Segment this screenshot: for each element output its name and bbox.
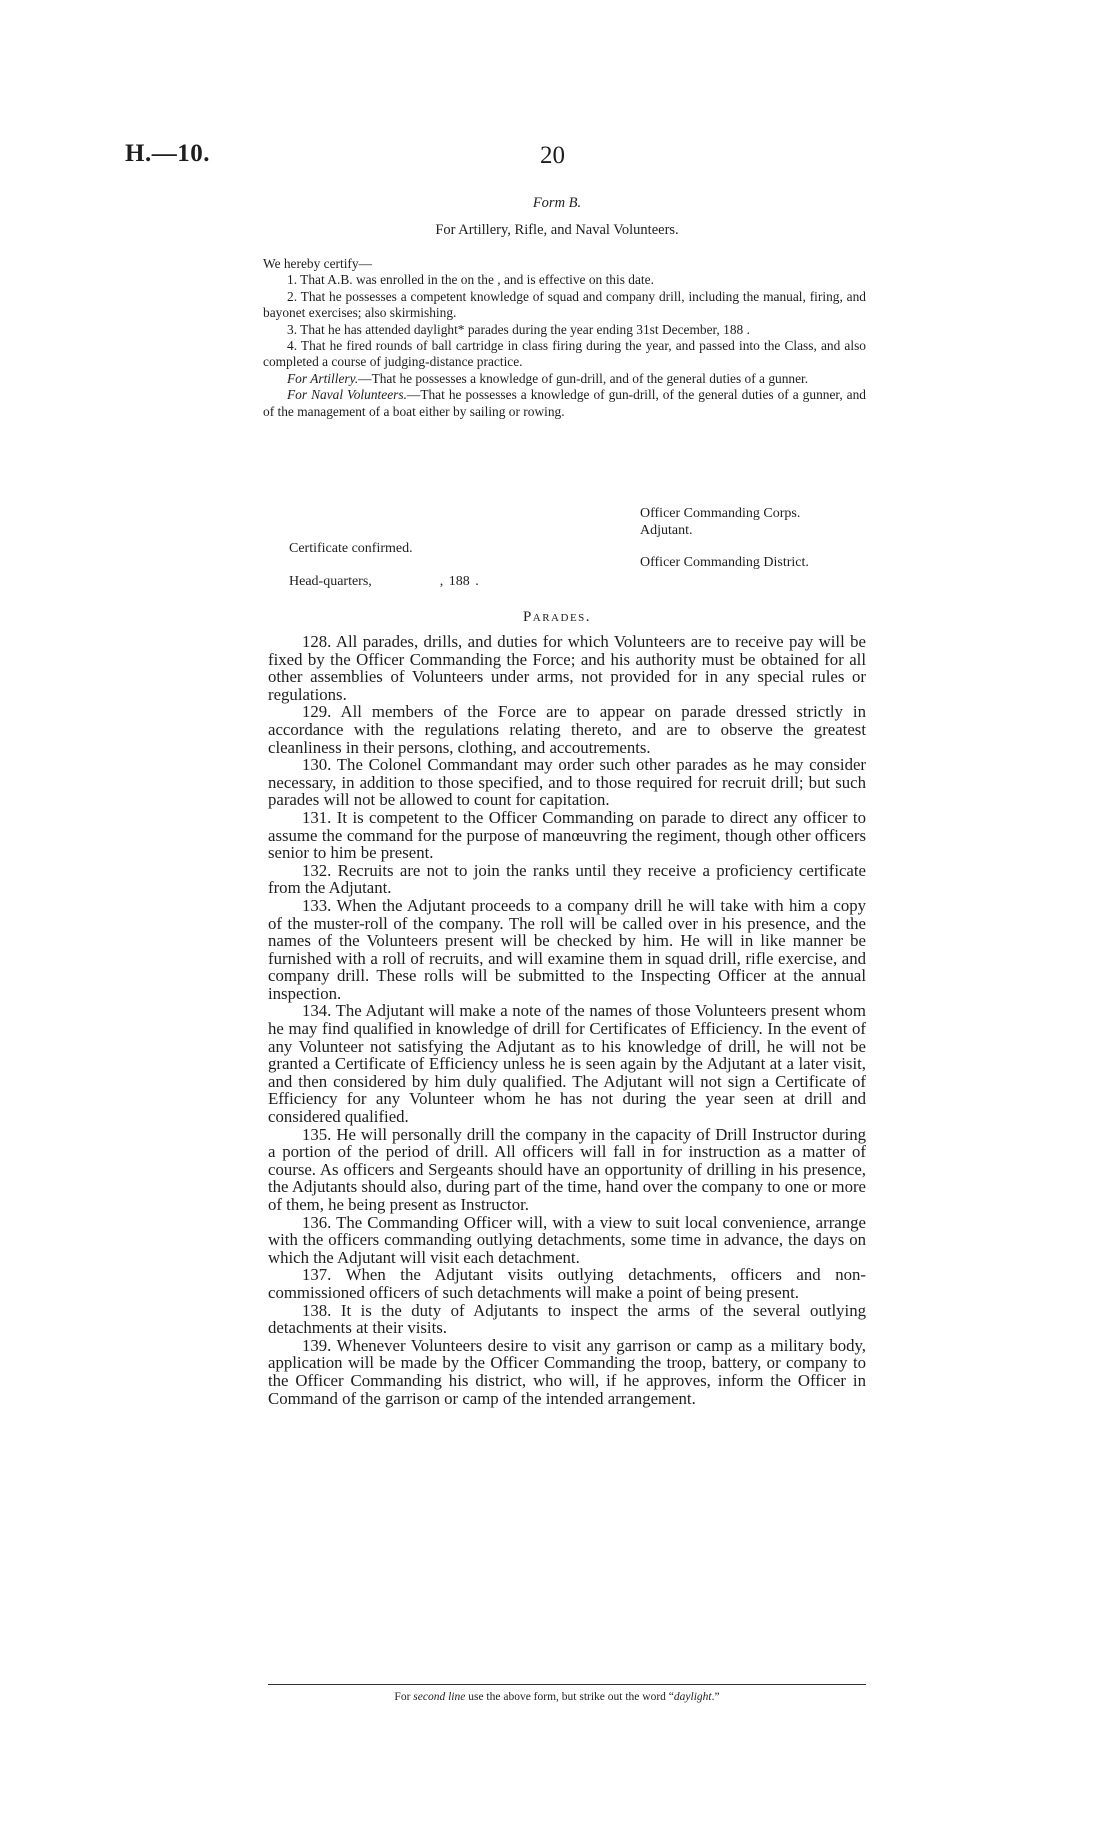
paragraph-131: 131. It is competent to the Officer Commanding on parade to direct any officer to assume the command for the purpose of manœuvring the regiment, though other officers senior to him be present. [268, 807, 866, 863]
form-certify: We hereby certify— [263, 256, 372, 271]
section-title: Parades. [522, 609, 592, 625]
paragraph-139: 139. Whenever Volunteers desire to visit any garrison or camp as a military body, application will be made by the Officer Commanding the troop, battery, or company to the Officer Commanding his district, who will, if he approves, inform the Officer in Command of the garrison or camp of the intended arrangement. [268, 1335, 866, 1408]
form-item-3: 3. That he has attended daylight* parades during the year ending 31st December, 188 . [287, 321, 750, 337]
footnote [0, 1691, 1114, 1703]
artillery-label: For Artillery. [287, 370, 359, 386]
naval-label: For Naval Volunteers. [287, 387, 407, 403]
artillery-text: —That he possesses a knowledge of gun-drill, and of the general duties of a gunner. [358, 370, 809, 386]
signature-district: Officer Commanding District. [640, 555, 809, 570]
paragraph-135: 135. He will personally drill the company in the capacity of Drill Instructor during a portion of the period of drill. All officers will fall in for instruction as a matter of course. As officers and Sergeants should have an opportunity of drilling in his presence, the Adjutants should also, during part of the time, hand over the company to one or more of them, he being present as Instructor. [268, 1124, 866, 1214]
paragraph-133: 133. When the Adjutant proceeds to a company drill he will take with him a copy of the muster-roll of the company. The roll will be called over in his presence, and the names of the Volunteers present will be checked by him. He will in like manner be furnished with a roll of recruits, and will examine them in squad drill, rifle exercise, and company drill. These rolls will be submitted to the Inspecting Officer at the annual inspection. [268, 895, 866, 1003]
page-number: 20 [540, 142, 565, 169]
document-reference: H.—10. [125, 140, 210, 167]
form-body [263, 256, 866, 420]
certificate-confirmed: Certificate confirmed. [289, 541, 413, 556]
footnote-mid: use the above form, but strike out the word “ [465, 1691, 674, 1703]
footnote-italic-1: second line [413, 1691, 466, 1703]
signature-block [640, 505, 800, 539]
paragraph-130: 130. The Colonel Commandant may order such other parades as he may consider necessary, in addition to those specified, and to those required for recruit drill; but such parades will not be allowed to count for capitation. [268, 755, 866, 810]
paragraph-128: 128. All parades, drills, and duties for which Volunteers are to receive pay will be fixed by the Officer Commanding the Force; and his authority must be obtained for all other assemblies of Volunteers under arms, not provided for in any special rules or regulations. [268, 632, 866, 704]
form-item-4: 4. That he fired rounds of ball cartridge in class firing during the year, and passed into the Class, and also completed a course of judging-distance practice. [263, 338, 866, 370]
footnote-pre: For [394, 1691, 414, 1703]
form-item-1: 1. That A.B. was enrolled in the on the , and is effective on this date. [287, 272, 654, 288]
form-title: Form B. [532, 195, 582, 211]
signature-adjutant: Adjutant. [640, 523, 693, 538]
paragraph-137: 137. When the Adjutant visits outlying detachments, officers and non-commissioned officers of such detachments will make a point of being present. [268, 1265, 866, 1302]
signature-corps: Officer Commanding Corps. [640, 506, 801, 521]
paragraph-132: 132. Recruits are not to join the ranks until they receive a proficiency certificate from the Adjutant. [268, 860, 866, 898]
paragraph-134: 134. The Adjutant will make a note of the names of those Volunteers present whom he may find qualified in knowledge of drill for Certificates of Efficiency. In the event of any Volunteer not satisfying the Adjutant as to his knowledge of drill, he will not be granted a Certificate of Efficiency unless he is seen again by the Adjutant at a later visit, and then considered by him duly qualified. The Adjutant will not sign a Certificate of Efficiency for any Volunteer whom he has not during the year seen at drill and considered qualified. [268, 1001, 866, 1127]
footnote-post: .” [711, 1691, 720, 1703]
form-subtitle: For Artillery, Rifle, and Naval Volunteers. [435, 222, 679, 238]
headquarters-label: Head-quarters, [289, 574, 372, 589]
form-artillery-clause [263, 371, 866, 387]
paragraph-138: 138. It is the duty of Adjutants to inspect the arms of the several outlying detachments at their visits. [268, 1300, 866, 1338]
paragraph-129: 129. All members of the Force are to appear on parade dressed strictly in accordance with the regulations relating thereto, and are to observe the greatest cleanliness in their persons, clothing, and accoutrements. [268, 702, 866, 757]
headquarters-date: , 188 . [439, 574, 479, 589]
headquarters-line [289, 574, 479, 590]
form-naval-clause [263, 387, 866, 420]
paragraph-136: 136. The Commanding Officer will, with a view to suit local convenience, arrange with the officers commanding outlying detachments, some time in advance, the days on which the Adjutant will visit each detachment. [268, 1212, 866, 1267]
footnote-italic-2: daylight [673, 1691, 712, 1703]
naval-text: —That he possesses a knowledge of gun-drill, of the general duties of a gunner, and of the management of a boat either by sailing or rowing. [263, 387, 866, 419]
regulations-body [268, 633, 866, 1407]
form-item-2: 2. That he possesses a competent knowledge of squad and company drill, including the manual, firing, and bayonet exercises; also skirmishing. [263, 288, 866, 321]
footnote-divider [268, 1684, 866, 1685]
